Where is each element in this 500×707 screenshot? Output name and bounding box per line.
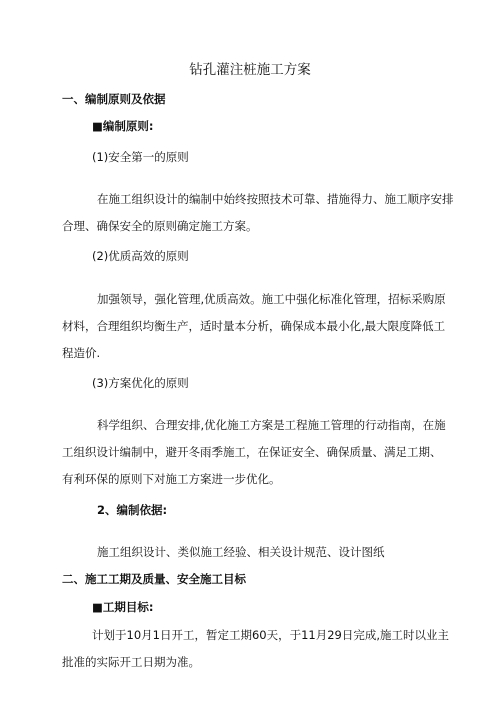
principle-1-label: (1)安全第一的原则 <box>92 150 189 164</box>
section-2-subheading-schedule: ■工期目标: <box>92 600 154 614</box>
principle-3-label: (3)方案优化的原则 <box>92 376 189 390</box>
section-1-subheading-basis: 2、编制依据: <box>97 503 168 517</box>
schedule-paragraph-cont <box>62 655 200 682</box>
section-1-heading: 一、编制原则及依据 <box>62 92 166 106</box>
paragraph-line: 合理、确保安全的原则确定施工方案。 <box>62 219 258 233</box>
section-1-subheading-principles: ■编制原则: <box>92 119 154 133</box>
document-title: 钻孔灌注桩施工方案 <box>189 62 311 78</box>
paragraph-line: 工组织设计编制中，避开冬雨季施工，在保证安全、确保质量、满足工期、 <box>62 445 442 459</box>
principle-1-paragraph <box>97 192 454 219</box>
basis-paragraph: 施工组织设计、类似施工经验、相关设计规范、设计图纸 <box>97 545 385 559</box>
principle-2-paragraph <box>97 292 446 319</box>
principle-2-label: (2)优质高效的原则 <box>92 249 189 263</box>
schedule-paragraph <box>92 628 449 655</box>
principle-3-paragraph <box>97 418 446 445</box>
paragraph-line: 批准的实际开工日期为准。 <box>62 655 200 669</box>
principle-1-paragraph-cont <box>62 219 258 246</box>
principle-3-paragraph-cont <box>62 445 442 499</box>
paragraph-line: 加强领导，强化管理,优质高效。施工中强化标准化管理，招标采购原 <box>97 292 446 306</box>
principle-2-paragraph-cont <box>62 319 445 373</box>
paragraph-line: 计划于10月1日开工，暂定工期60天，于11月29日完成,施工时以业主 <box>92 628 450 642</box>
paragraph-line: 有利环保的原则下对施工方案进一步优化。 <box>62 472 281 486</box>
paragraph-line: 在施工组织设计的编制中始终按照技术可靠、措施得力、施工顺序安排 <box>97 192 454 206</box>
paragraph-line: 材料，合理组织均衡生产，适时量本分析，确保成本最小化,最大限度降低工 <box>62 319 446 333</box>
paragraph-line: 科学组织、合理安排,优化施工方案是工程施工管理的行动指南，在施 <box>97 418 446 432</box>
paragraph-line: 程造价. <box>62 346 101 360</box>
section-2-heading: 二、施工工期及质量、安全施工目标 <box>62 572 246 586</box>
